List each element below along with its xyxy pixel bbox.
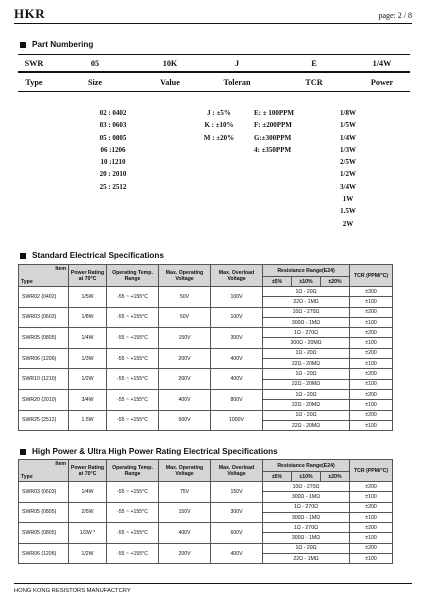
size-option: 20 : 2010 [99, 170, 127, 179]
tcr-options [254, 107, 312, 156]
part-code: E [311, 58, 317, 68]
standard-spec-table [18, 264, 393, 431]
header-item-type [19, 460, 69, 482]
header-tcr: TCR (PPM/°C) [350, 265, 393, 287]
page-header [14, 6, 412, 24]
cell-resistance-range: 10Ω - 270Ω [263, 307, 350, 317]
cell-type: SWR06 (1206) [19, 348, 69, 369]
header-tolerance: ±20% [321, 277, 350, 287]
cell-type: SWR05 (0805) [19, 328, 69, 349]
cell-tcr: ±100 [350, 359, 393, 369]
cell-tcr: ±200 [350, 328, 393, 338]
cell-resistance-range: 22Ω - 1MΩ [263, 554, 350, 564]
cell-max-operating: 200V [159, 369, 211, 390]
size-option: 03 : 0603 [99, 121, 127, 130]
cell-resistance-range: 1Ω - 20Ω [263, 389, 350, 399]
bullet-square-icon [20, 253, 26, 259]
part-code: 10K [162, 58, 178, 68]
cell-resistance-range: 1Ω - 20Ω [263, 287, 350, 297]
cell-resistance-range: 300Ω - 1MΩ [263, 533, 350, 543]
bullet-square-icon [20, 42, 26, 48]
cell-tcr: ±100 [350, 512, 393, 522]
cell-type: SWR03 (0603) [19, 307, 69, 328]
cell-max-overload: 300V [211, 328, 263, 349]
header-resistance: Resistance Range(E24) [263, 265, 350, 277]
header-tolerance: ±10% [292, 277, 321, 287]
tcr-option: 4: ±350PPM [254, 145, 292, 154]
page-footer [14, 583, 412, 594]
cell-max-overload: 400V [211, 348, 263, 369]
table-row [19, 328, 393, 338]
cell-temp: -55 ~ +155°C [107, 307, 159, 328]
header-tcr: TCR (PPM/°C) [350, 460, 393, 482]
cell-resistance-range: 1Ω - 20Ω [263, 410, 350, 420]
cell-resistance-range: 22Ω - 20MΩ [263, 420, 350, 430]
page-number: page: 2 / 8 [378, 11, 412, 20]
cell-type: SWR05 (0805) [19, 523, 69, 544]
size-option: 25 : 2512 [99, 182, 127, 191]
cell-temp: -55 ~ +155°C [107, 348, 159, 369]
part-label: TCR [305, 78, 323, 88]
cell-temp: -55 ~ +155°C [107, 369, 159, 390]
cell-type: SWR25 (2512) [19, 410, 69, 431]
table-row [19, 543, 393, 553]
cell-tcr: ±200 [350, 389, 393, 399]
cell-tcr: ±100 [350, 379, 393, 389]
header-type: Type [21, 474, 33, 480]
cell-temp: -55 ~ +155°C [107, 482, 159, 503]
cell-resistance-range: 1Ω - 20Ω [263, 369, 350, 379]
cell-temp: -55 ~ +155°C [107, 389, 159, 410]
standard-specs-heading: Standard Electrical Specifications [20, 251, 164, 260]
cell-tcr: ±100 [350, 297, 393, 307]
cell-max-overload: 150V [211, 482, 263, 503]
divider [18, 54, 410, 55]
cell-resistance-range: 1Ω - 20Ω [263, 543, 350, 553]
header-max-operating: Max. Operating Voltage [159, 460, 211, 482]
cell-tcr: ±100 [350, 338, 393, 348]
cell-type: SWR05 (0805) [19, 502, 69, 523]
tolerance-option: J : ±5% [207, 109, 231, 117]
cell-max-overload: 800V [211, 389, 263, 410]
cell-max-operating: 400V [159, 523, 211, 544]
cell-temp: -55 ~ +155°C [107, 543, 159, 564]
cell-tcr: ±200 [350, 369, 393, 379]
cell-temp: -55 ~ +155°C [107, 328, 159, 349]
part-label-row [18, 77, 410, 89]
cell-max-operating: 75V [159, 482, 211, 503]
cell-max-operating: 150V [159, 502, 211, 523]
cell-max-overload: 600V [211, 523, 263, 544]
cell-power: 1/2W [69, 369, 107, 390]
header-power: Power Rating at 70°C [69, 460, 107, 482]
cell-max-operating: 50V [159, 307, 211, 328]
tolerance-option: M : ±20% [203, 133, 235, 142]
part-code: SWR [24, 58, 44, 68]
header-type: Type [21, 279, 33, 285]
cell-power: 1/4W [69, 328, 107, 349]
cell-max-overload: 100V [211, 287, 263, 308]
cell-power: 1/2W * [69, 523, 107, 544]
table-row [19, 502, 393, 512]
table-row [19, 389, 393, 399]
header-item: Item [55, 461, 66, 467]
cell-max-operating: 150V [159, 328, 211, 349]
part-label: Value [160, 78, 180, 88]
cell-max-overload: 300V [211, 502, 263, 523]
size-option: 05 : 0805 [99, 133, 127, 142]
cell-resistance-range: 22Ω - 20MΩ [263, 379, 350, 389]
table-row [19, 482, 393, 492]
cell-tcr: ±200 [350, 482, 393, 492]
cell-tcr: ±300 [350, 287, 393, 297]
cell-resistance-range: 1Ω - 270Ω [263, 523, 350, 533]
header-temp: Operating Temp. Range [107, 265, 159, 287]
divider [18, 71, 410, 72]
cell-resistance-range: 22Ω - 1MΩ [263, 297, 350, 307]
table-row [19, 307, 393, 317]
power-option: 2W [342, 219, 354, 228]
cell-max-operating: 500V [159, 410, 211, 431]
cell-max-overload: 400V [211, 543, 263, 564]
cell-max-operating: 200V [159, 543, 211, 564]
cell-tcr: ±200 [350, 543, 393, 553]
tcr-option: E: ± 100PPM [254, 109, 295, 117]
part-number-breakdown [18, 52, 410, 94]
cell-max-overload: 1000V [211, 410, 263, 431]
header-max-overload: Max. Overload Voltage [211, 265, 263, 287]
tolerance-option: K : ±10% [204, 121, 234, 130]
tcr-option: F: ±200PPM [254, 121, 292, 130]
header-max-overload: Max. Overload Voltage [211, 460, 263, 482]
power-option: 1/4W [340, 133, 356, 142]
cell-resistance-range: 22Ω - 20MΩ [263, 359, 350, 369]
header-tolerance: ±10% [292, 472, 321, 482]
cell-max-operating: 200V [159, 348, 211, 369]
header-resistance: Resistance Range(E24) [263, 460, 350, 472]
cell-tcr: ±100 [350, 317, 393, 327]
header-item-type [19, 265, 69, 287]
cell-max-overload: 100V [211, 307, 263, 328]
cell-power: 1/8W [69, 307, 107, 328]
header-max-operating: Max. Operating Voltage [159, 265, 211, 287]
power-option: 1/8W [340, 109, 356, 117]
cell-tcr: ±200 [350, 307, 393, 317]
part-label: Power [370, 78, 394, 88]
size-option: 06 :1206 [100, 145, 126, 154]
bullet-square-icon [20, 449, 26, 455]
cell-tcr: ±200 [350, 410, 393, 420]
cell-type: SWR10 (1210) [19, 369, 69, 390]
cell-type: SWR02 (0402) [19, 287, 69, 308]
cell-resistance-range: 22Ω - 20MΩ [263, 400, 350, 410]
part-label: Toleran [223, 78, 251, 88]
header-tolerance: ±20% [321, 472, 350, 482]
cell-resistance-range: 300Ω - 1MΩ [263, 492, 350, 502]
part-code: 05 [90, 58, 100, 68]
cell-temp: -55 ~ +155°C [107, 502, 159, 523]
power-options [330, 107, 366, 230]
size-options [88, 107, 138, 193]
cell-resistance-range: 10Ω - 270Ω [263, 482, 350, 492]
cell-resistance-range: 300Ω - 20MΩ [263, 338, 350, 348]
cell-power: 1/3W [69, 348, 107, 369]
header-item: Item [55, 266, 66, 272]
header-tolerance: ±5% [263, 472, 292, 482]
cell-tcr: ±100 [350, 400, 393, 410]
cell-type: SWR03 (0603) [19, 482, 69, 503]
cell-resistance-range: 1Ω - 20Ω [263, 348, 350, 358]
tcr-option: G:±300PPM [254, 133, 292, 142]
footer-company-name: HONG KONG RESISTORS MANUFACTCRY [14, 588, 131, 594]
part-numbering-heading: Part Numbering [20, 40, 93, 49]
cell-resistance-range: 300Ω - 1MΩ [263, 317, 350, 327]
power-option: 2/5W [340, 158, 356, 167]
power-option: 1/3W [340, 145, 356, 154]
cell-tcr: ±100 [350, 554, 393, 564]
tolerance-options [198, 107, 240, 144]
size-option: 10 :1210 [100, 158, 126, 167]
cell-power: 1/5W [69, 287, 107, 308]
cell-resistance-range: 1Ω - 270Ω [263, 328, 350, 338]
header-tolerance: ±5% [263, 277, 292, 287]
cell-max-operating: 50V [159, 287, 211, 308]
cell-temp: -55 ~ +155°C [107, 410, 159, 431]
cell-temp: -55 ~ +155°C [107, 523, 159, 544]
cell-tcr: ±200 [350, 348, 393, 358]
cell-resistance-range: 1Ω - 270Ω [263, 502, 350, 512]
cell-power: 1/4W [69, 482, 107, 503]
cell-tcr: ±200 [350, 502, 393, 512]
table-row [19, 369, 393, 379]
cell-tcr: ±100 [350, 533, 393, 543]
cell-type: SWR20 (2010) [19, 389, 69, 410]
part-label: Size [87, 78, 103, 88]
divider [18, 91, 410, 92]
cell-tcr: ±100 [350, 420, 393, 430]
part-code: 1/4W [372, 58, 392, 68]
power-option: 3/4W [340, 182, 356, 191]
company-logo: HKR [14, 6, 46, 21]
cell-max-operating: 400V [159, 389, 211, 410]
part-code-row [18, 57, 410, 69]
part-code: J [234, 58, 240, 68]
high-power-specs-heading: High Power & Ultra High Power Rating Electrical Specifications [20, 447, 278, 456]
power-option: 1/5W [340, 121, 356, 130]
table-row [19, 348, 393, 358]
header-power: Power Rating at 70°C [69, 265, 107, 287]
table-row [19, 410, 393, 420]
cell-resistance-range: 300Ω - 1MΩ [263, 512, 350, 522]
cell-temp: -55 ~ +155°C [107, 287, 159, 308]
cell-tcr: ±200 [350, 523, 393, 533]
part-label: Type [25, 78, 43, 88]
cell-power: 3/4W [69, 389, 107, 410]
high-power-spec-table [18, 459, 393, 564]
cell-power: 1/2W [69, 543, 107, 564]
table-row [19, 287, 393, 297]
header-temp: Operating Temp. Range [107, 460, 159, 482]
table-row [19, 523, 393, 533]
cell-type: SWR06 (1206) [19, 543, 69, 564]
cell-tcr: ±100 [350, 492, 393, 502]
power-option: 1/2W [340, 170, 356, 179]
cell-power: 2/5W [69, 502, 107, 523]
size-option: 02 : 0402 [99, 109, 127, 117]
power-option: 1W [342, 195, 354, 204]
cell-power: 1.5W [69, 410, 107, 431]
cell-max-overload: 400V [211, 369, 263, 390]
power-option: 1.5W [340, 207, 356, 216]
